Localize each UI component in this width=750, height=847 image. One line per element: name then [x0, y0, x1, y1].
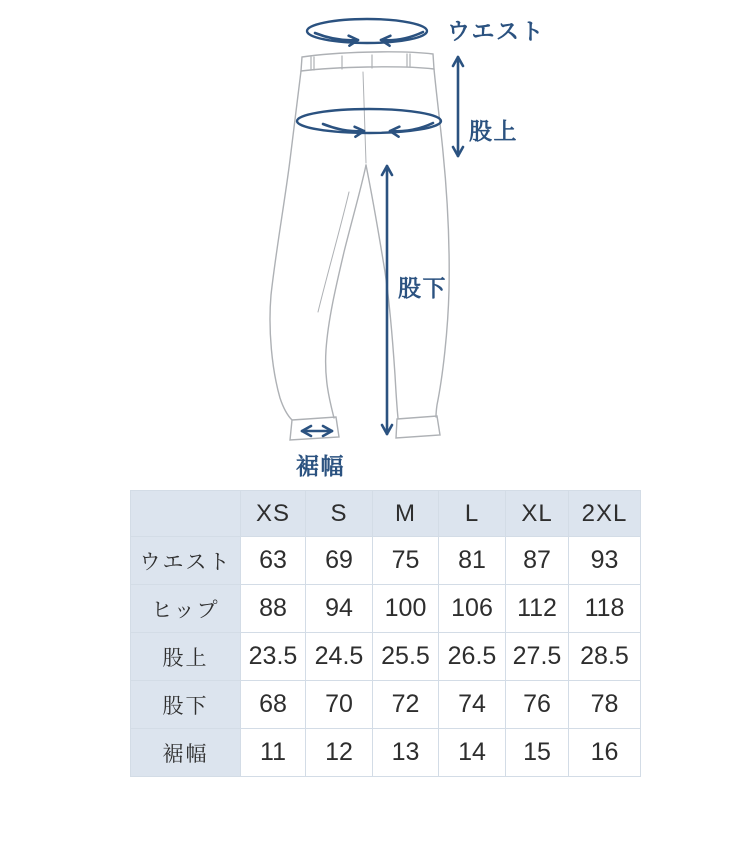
size-value-cell: 78	[569, 681, 641, 729]
center-front-seam	[363, 72, 366, 163]
size-value-cell: 13	[373, 729, 439, 777]
table-row-rise	[131, 633, 641, 681]
hem-width-label: 裾幅	[296, 453, 345, 479]
size-value-cell: 112	[506, 585, 569, 633]
size-table	[130, 490, 641, 777]
left-inner-seam	[326, 165, 366, 418]
size-column-header: 2XL	[569, 491, 641, 537]
size-value-cell: 25.5	[373, 633, 439, 681]
size-value-cell: 63	[241, 537, 306, 585]
left-outer-seam	[270, 71, 301, 420]
waist-girth-ellipse	[307, 19, 427, 43]
table-row-waist	[131, 537, 641, 585]
size-value-cell: 68	[241, 681, 306, 729]
size-value-cell: 87	[506, 537, 569, 585]
row-label: 裾幅	[131, 729, 241, 777]
pants-waistband	[301, 52, 434, 71]
inseam-label: 股下	[398, 275, 447, 301]
table-row-inseam	[131, 681, 641, 729]
size-value-cell: 94	[306, 585, 373, 633]
size-value-cell: 74	[439, 681, 506, 729]
right-cuff	[396, 416, 440, 438]
size-value-cell: 69	[306, 537, 373, 585]
size-value-cell: 100	[373, 585, 439, 633]
size-value-cell: 118	[569, 585, 641, 633]
size-value-cell: 26.5	[439, 633, 506, 681]
table-row-hem-width	[131, 729, 641, 777]
row-label: ウエスト	[131, 537, 241, 585]
row-label: 股下	[131, 681, 241, 729]
size-value-cell: 28.5	[569, 633, 641, 681]
size-value-cell: 23.5	[241, 633, 306, 681]
size-table-header-row	[131, 491, 641, 537]
size-value-cell: 14	[439, 729, 506, 777]
size-value-cell: 76	[506, 681, 569, 729]
waist-arrow-right	[381, 32, 423, 40]
size-value-cell: 70	[306, 681, 373, 729]
size-column-header: XL	[506, 491, 569, 537]
size-value-cell: 72	[373, 681, 439, 729]
size-value-cell: 88	[241, 585, 306, 633]
size-value-cell: 27.5	[506, 633, 569, 681]
row-label: ヒップ	[131, 585, 241, 633]
size-value-cell: 106	[439, 585, 506, 633]
size-value-cell: 12	[306, 729, 373, 777]
row-label: 股上	[131, 633, 241, 681]
waist-label: ウエスト	[447, 18, 545, 44]
left-cuff	[290, 417, 339, 440]
right-inner-seam	[366, 165, 398, 418]
size-column-header: XS	[241, 491, 306, 537]
size-value-cell: 75	[373, 537, 439, 585]
size-value-cell: 16	[569, 729, 641, 777]
size-value-cell: 81	[439, 537, 506, 585]
size-value-cell: 93	[569, 537, 641, 585]
table-row-hip	[131, 585, 641, 633]
rise-label: 股上	[469, 118, 518, 144]
size-value-cell: 15	[506, 729, 569, 777]
size-column-header: S	[306, 491, 373, 537]
size-value-cell: 24.5	[306, 633, 373, 681]
size-column-header: L	[439, 491, 506, 537]
size-value-cell: 11	[241, 729, 306, 777]
size-column-header: M	[373, 491, 439, 537]
corner-cell	[131, 491, 241, 537]
